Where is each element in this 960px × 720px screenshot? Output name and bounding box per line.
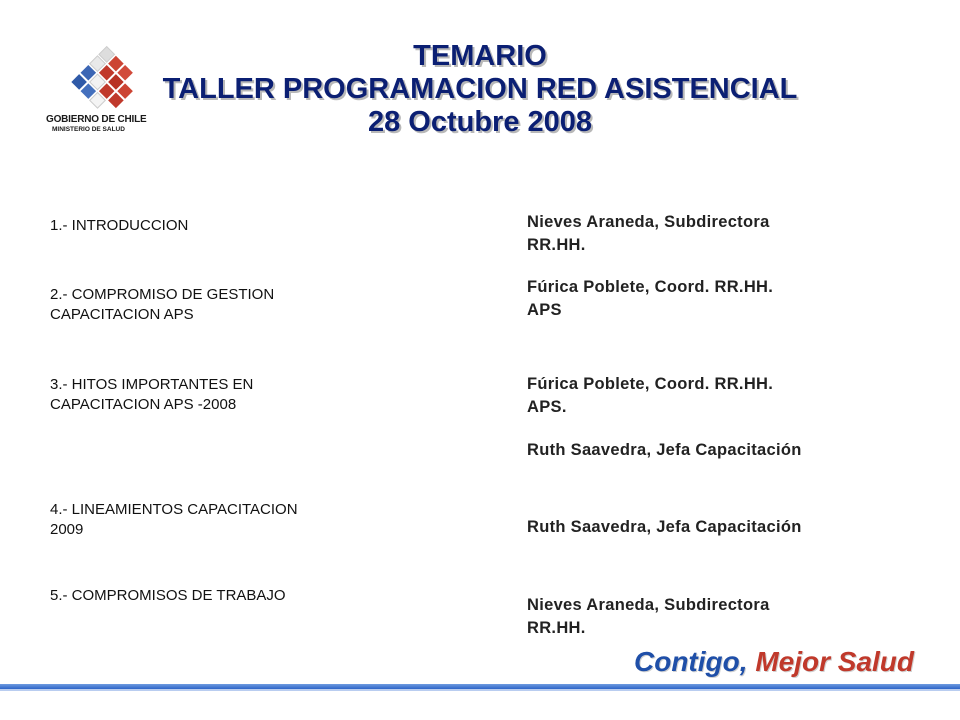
speaker-label-cont: RR.HH.	[527, 236, 586, 254]
slogan-part-mejor-salud: Mejor Salud	[755, 646, 915, 677]
footer-slogan	[634, 646, 924, 678]
speaker-label: Fúrica Poblete, Coord. RR.HH.	[527, 375, 774, 393]
speaker-label-cont: APS.	[527, 398, 567, 416]
topic-label: 1.- INTRODUCCION	[50, 217, 189, 234]
speaker-item-4	[527, 439, 887, 462]
logo-text-ministerio: MINISTERIO DE SALUD	[52, 126, 125, 133]
topic-label-cont: 2009	[50, 521, 84, 538]
speaker-item-1	[527, 211, 887, 257]
speaker-label: Fúrica Poblete, Coord. RR.HH.	[527, 278, 774, 296]
page-title	[0, 40, 960, 139]
speaker-item-5	[527, 516, 887, 539]
topic-item-4	[50, 500, 380, 540]
topic-item-3	[50, 375, 380, 415]
title-line-1: TEMARIO	[413, 40, 547, 72]
speaker-item-6	[527, 594, 887, 640]
topic-label: 2.- COMPROMISO DE GESTION	[50, 286, 275, 303]
topic-label-cont: CAPACITACION APS -2008	[50, 396, 237, 413]
topic-label: 4.- LINEAMIENTOS CAPACITACION	[50, 501, 298, 518]
topic-item-1	[50, 216, 380, 236]
slogan-part-contigo: Contigo,	[634, 646, 748, 677]
topic-label-cont: CAPACITACION APS	[50, 306, 194, 323]
title-line-2: TALLER PROGRAMACION RED ASISTENCIAL	[162, 73, 798, 105]
speaker-label: Nieves Araneda, Subdirectora	[527, 213, 770, 231]
speaker-label-cont: RR.HH.	[527, 619, 586, 637]
speaker-label: Ruth Saavedra, Jefa Capacitación	[527, 518, 802, 536]
topic-item-2	[50, 285, 380, 325]
logo-text-gobierno: GOBIERNO DE CHILE	[46, 114, 147, 125]
topic-item-5	[50, 586, 380, 606]
speaker-label: Ruth Saavedra, Jefa Capacitación	[527, 441, 802, 459]
speaker-item-3	[527, 373, 887, 419]
topic-label: 3.- HITOS IMPORTANTES EN	[50, 376, 254, 393]
footer-divider-light	[0, 689, 960, 691]
speaker-item-2	[527, 276, 887, 322]
topic-label: 5.- COMPROMISOS DE TRABAJO	[50, 587, 286, 604]
title-line-3: 28 Octubre 2008	[367, 106, 593, 138]
speaker-label: Nieves Araneda, Subdirectora	[527, 596, 770, 614]
speaker-label-cont: APS	[527, 301, 562, 319]
